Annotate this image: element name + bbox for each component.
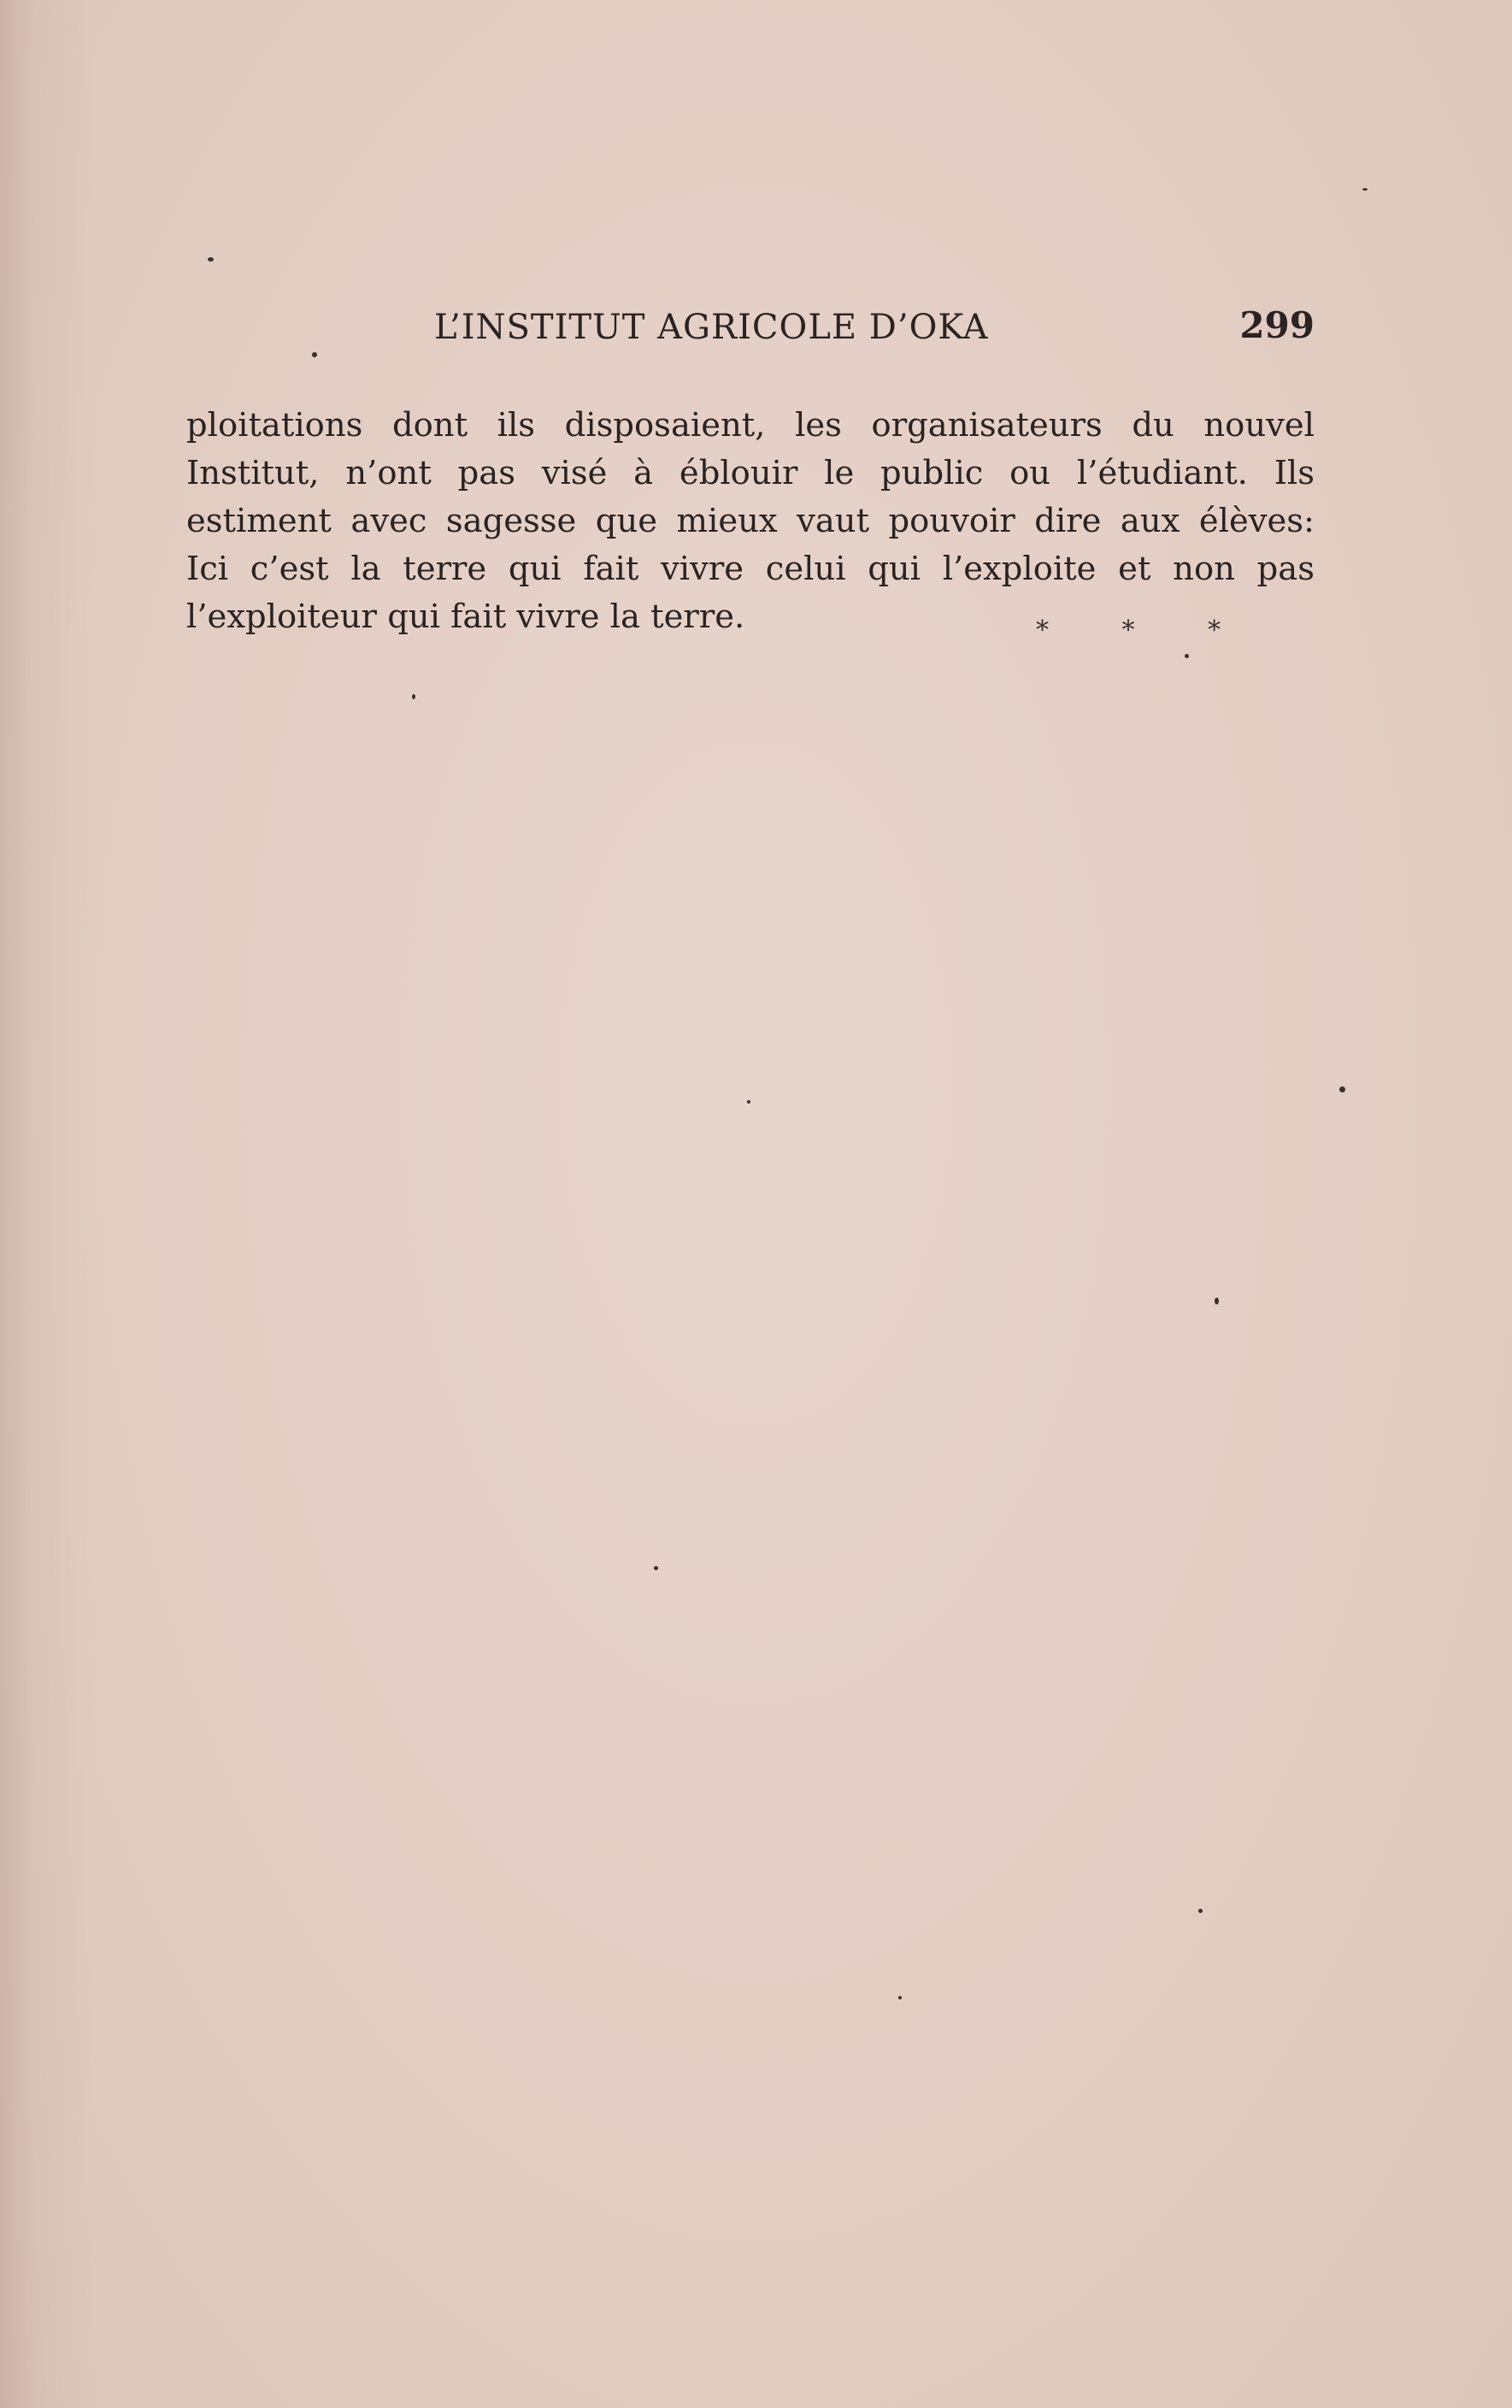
text-line: l’exploiteur qui fait vivre la terre. [186, 598, 745, 636]
section-break-asterisks: * * * [1036, 615, 1254, 645]
text-line: ploitations dont ils disposaient, les organisateurs du nouvel [186, 406, 1315, 445]
paper-speck [412, 694, 415, 699]
paper-speck [747, 1100, 750, 1104]
paper-speck [1339, 1086, 1345, 1092]
paper-speck [208, 257, 214, 262]
paper-speck [1185, 654, 1189, 658]
running-head [186, 304, 1315, 356]
paper-speck [654, 1566, 658, 1570]
paper-speck [1362, 188, 1368, 191]
paper-speck [898, 1996, 902, 1999]
body-text [186, 402, 1315, 641]
paper-speck [1198, 1909, 1203, 1913]
page-number: 299 [1239, 304, 1315, 346]
text-line: Institut, n’ont pas visé à éblouir le public ou l’étudiant. Ils [186, 454, 1315, 492]
text-line: estiment avec sagesse que mieux vaut pouvoir dire aux élèves: [186, 502, 1315, 540]
paper-speck [1215, 1298, 1219, 1304]
text-line: Ici c’est la terre qui fait vivre celui qui l’exploite et non pas [186, 550, 1315, 588]
running-title: L’INSTITUT AGRICOLE D’OKA [434, 308, 989, 347]
paper-speck [312, 352, 317, 357]
